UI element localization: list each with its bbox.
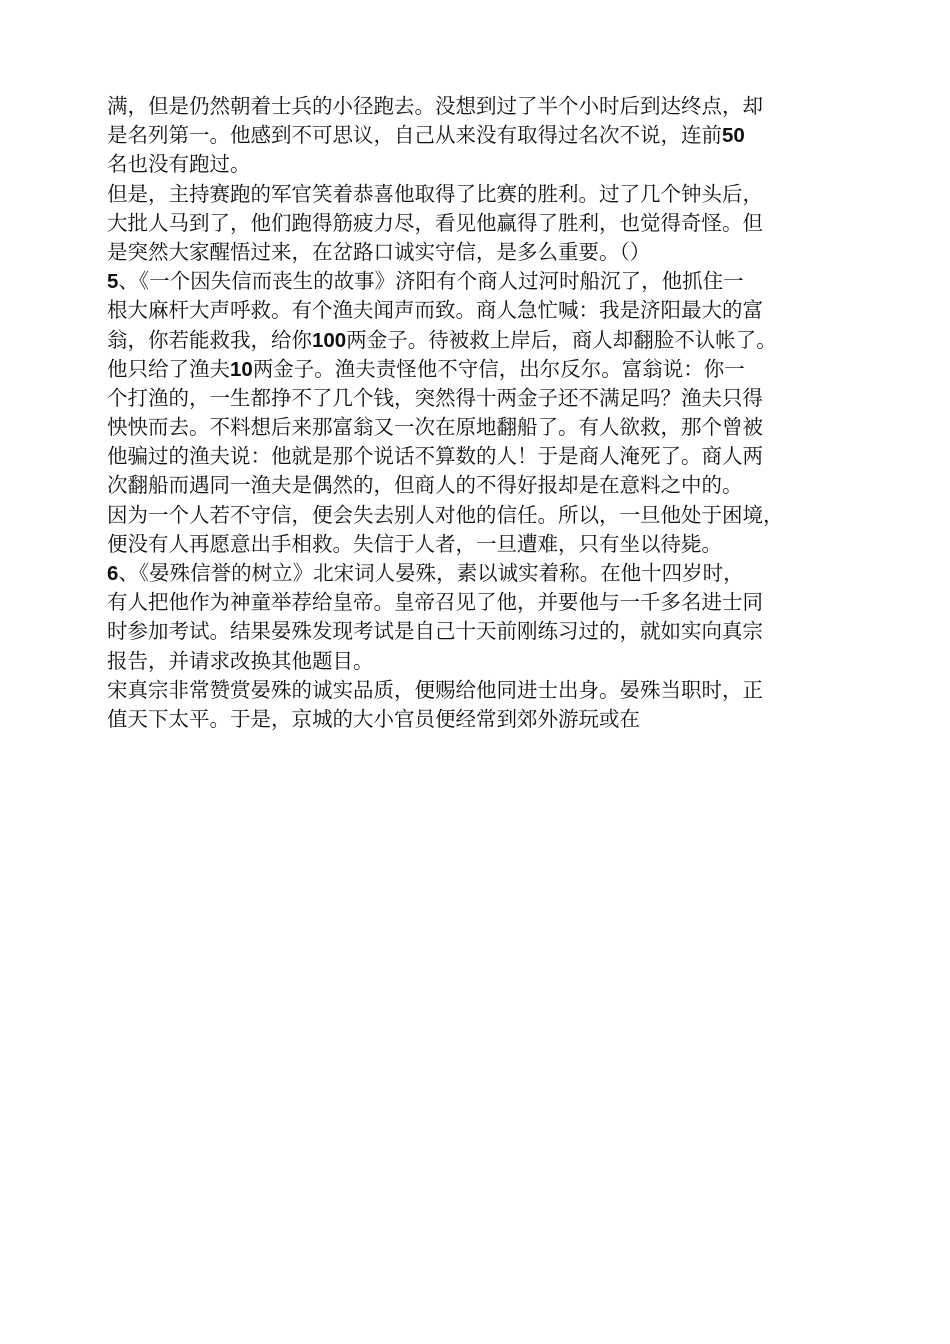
number-text: 50 [722, 124, 745, 148]
line-text: 但是，主持赛跑的军官笑着恭喜他取得了比赛的胜利。过了几个钟头后， [107, 181, 763, 206]
line-text: 因为一个人若不守信，便会失去别人对他的信任。所以，一旦他处于困境， [107, 502, 784, 527]
text-line [107, 384, 877, 413]
line-text: 满，但是仍然朝着士兵的小径跑去。没想到过了半个小时后到达终点，却 [107, 94, 763, 118]
text-line [107, 238, 877, 267]
text-line [107, 413, 877, 442]
text-line [107, 92, 877, 121]
number-text: 6 [107, 562, 119, 585]
number-text: 5 [107, 270, 119, 294]
text-line [107, 326, 877, 355]
line-text: 值天下太平。于是，京城的大小官员便经常到郊外游玩或在 [107, 706, 640, 731]
line-text: 大批人马到了，他们跑得筋疲力尽，看见他赢得了胜利，也觉得奇怪。但 [107, 210, 763, 235]
line-text: 名也没有跑过。 [107, 152, 251, 177]
text-line [107, 530, 877, 559]
line-text: 两金子。待被救上岸后，商人却翻脸不认帐了。 [346, 327, 777, 352]
line-text: 翁，你若能救我，给你 [107, 327, 312, 352]
text-line [107, 150, 877, 179]
text-line [107, 355, 877, 384]
text-line [107, 617, 877, 646]
text-line [107, 442, 877, 471]
number-text: 100 [312, 328, 347, 352]
line-text: 他骗过的渔夫说：他就是那个说话不算数的人！于是商人淹死了。商人两 [107, 444, 763, 469]
text-line [107, 647, 877, 676]
line-text: 怏怏而去。不料想后来那富翁又一次在原地翻船了。有人欲救，那个曾被 [107, 415, 763, 440]
text-line [107, 209, 877, 238]
line-text: 根大麻杆大声呼救。有个渔夫闻声而致。商人急忙喊：我是济阳最大的富 [107, 298, 763, 323]
line-text: 时参加考试。结果晏殊发现考试是自己十天前刚练习过的，就如实向真宗 [107, 619, 763, 644]
text-line [107, 471, 877, 500]
text-line [107, 559, 877, 588]
line-text: 次翻船而遇同一渔夫是偶然的，但商人的不得好报却是在意料之中的。 [107, 473, 743, 498]
text-line [107, 121, 877, 150]
line-text: 便没有人再愿意出手相救。失信于人者，一旦遭难，只有坐以待毙。 [107, 531, 722, 556]
line-text: 他只给了渔夫 [107, 356, 230, 381]
text-line [107, 296, 877, 325]
line-text: 、《晏殊信誉的树立》北宋词人晏殊，素以诚实着称。在他十四岁时， [118, 561, 744, 585]
body-text [107, 92, 877, 734]
number-text: 10 [230, 357, 253, 381]
line-text: 个打渔的，一生都挣不了几个钱，突然得十两金子还不满足吗？渔夫只得 [107, 385, 763, 410]
line-text: 是突然大家醒悟过来，在岔路口诚实守信，是多么重要。（） [107, 239, 651, 264]
text-line [107, 180, 877, 209]
text-line [107, 676, 877, 705]
line-text: 宋真宗非常赞赏晏殊的诚实品质，便赐给他同进士出身。晏殊当职时，正 [107, 677, 763, 702]
text-line [107, 588, 877, 617]
text-line [107, 501, 877, 530]
text-line [107, 705, 877, 734]
line-text: 是名列第一。他感到不可思议，自己从来没有取得过名次不说，连前 [107, 123, 722, 148]
text-line [107, 267, 877, 296]
line-text: 两金子。渔夫责怪他不守信，出尔反尔。富翁说：你一 [252, 356, 745, 381]
line-text: 、《一个因失信而丧生的故事》济阳有个商人过河时船沉了，他抓住一 [118, 269, 744, 294]
line-text: 有人把他作为神童举荐给皇帝。皇帝召见了他，并要他与一千多名进士同 [107, 590, 763, 615]
line-text: 报告，并请求改换其他题目。 [107, 648, 374, 673]
